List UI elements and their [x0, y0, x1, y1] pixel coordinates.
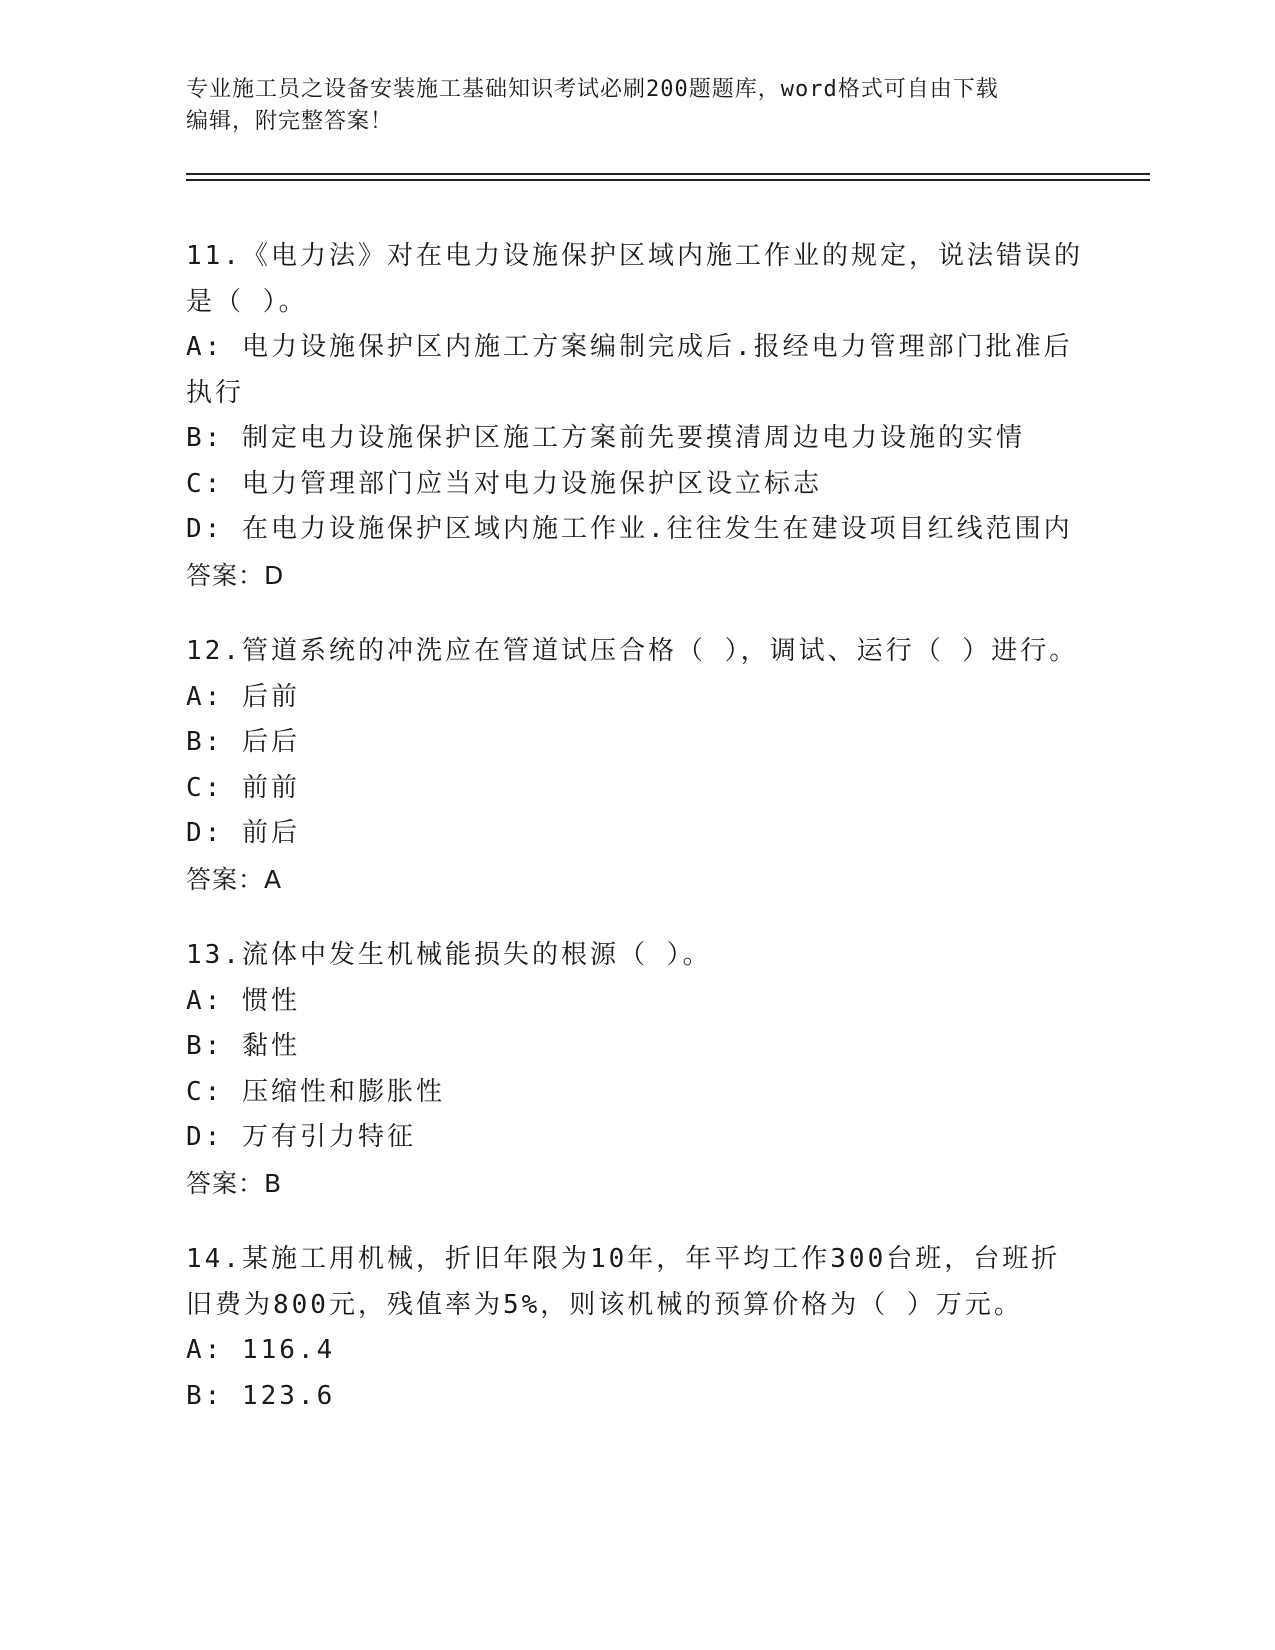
question-text: 11.《电力法》对在电力设施保护区域内施工作业的规定，说法错误的	[186, 241, 1083, 271]
option-c: C: 前前	[186, 772, 300, 803]
answer: 答案：A	[186, 864, 283, 894]
option-a: A: 惯性	[186, 985, 300, 1016]
option-a: A: 电力设施保护区内施工方案编制完成后.报经电力管理部门批准后	[186, 332, 1073, 362]
option-d: D: 前后	[186, 818, 300, 848]
option-b: B: 后后	[186, 727, 300, 757]
header-divider-bottom	[186, 179, 1150, 181]
question-list	[186, 234, 1086, 1450]
option-a: A: 后前	[186, 681, 300, 712]
option-c: C: 电力管理部门应当对电力设施保护区设立标志	[186, 468, 822, 499]
answer: 答案：B	[186, 1168, 283, 1198]
question-11	[186, 234, 1086, 598]
header-divider-top	[186, 173, 1150, 175]
question-text: 13.流体中发生机械能损失的根源（ ）。	[186, 940, 712, 970]
answer: 答案：D	[186, 560, 285, 590]
question-text: 12.管道系统的冲洗应在管道试压合格（ ），调试、运行（ ）进行。	[186, 636, 1079, 666]
question-text: 旧费为800元，残值率为5%，则该机械的预算价格为（ ）万元。	[186, 1289, 1023, 1320]
question-14	[186, 1237, 1086, 1419]
option-a: A: 116.4	[186, 1335, 336, 1365]
question-13	[186, 933, 1086, 1206]
option-d: D: 万有引力特征	[186, 1122, 416, 1152]
option-b: B: 123.6	[186, 1380, 336, 1411]
option-b: B: 制定电力设施保护区施工方案前先要摸清周边电力设施的实情	[186, 423, 1025, 453]
question-text: 是（ ）。	[186, 286, 308, 317]
question-text: 14.某施工用机械，折旧年限为10年，年平均工作300台班，台班折	[186, 1244, 1061, 1274]
document-header	[186, 74, 1086, 138]
option-a-continued: 执行	[186, 377, 245, 408]
option-d: D: 在电力设施保护区域内施工作业.往往发生在建设项目红线范围内	[186, 514, 1073, 544]
header-line-1: 专业施工员之设备安装施工基础知识考试必刷200题题库，word格式可自由下载	[186, 77, 999, 102]
question-12	[186, 629, 1086, 902]
header-line-2: 编辑，附完整答案！	[186, 109, 394, 134]
option-b: B: 黏性	[186, 1031, 300, 1061]
option-c: C: 压缩性和膨胀性	[186, 1076, 445, 1107]
